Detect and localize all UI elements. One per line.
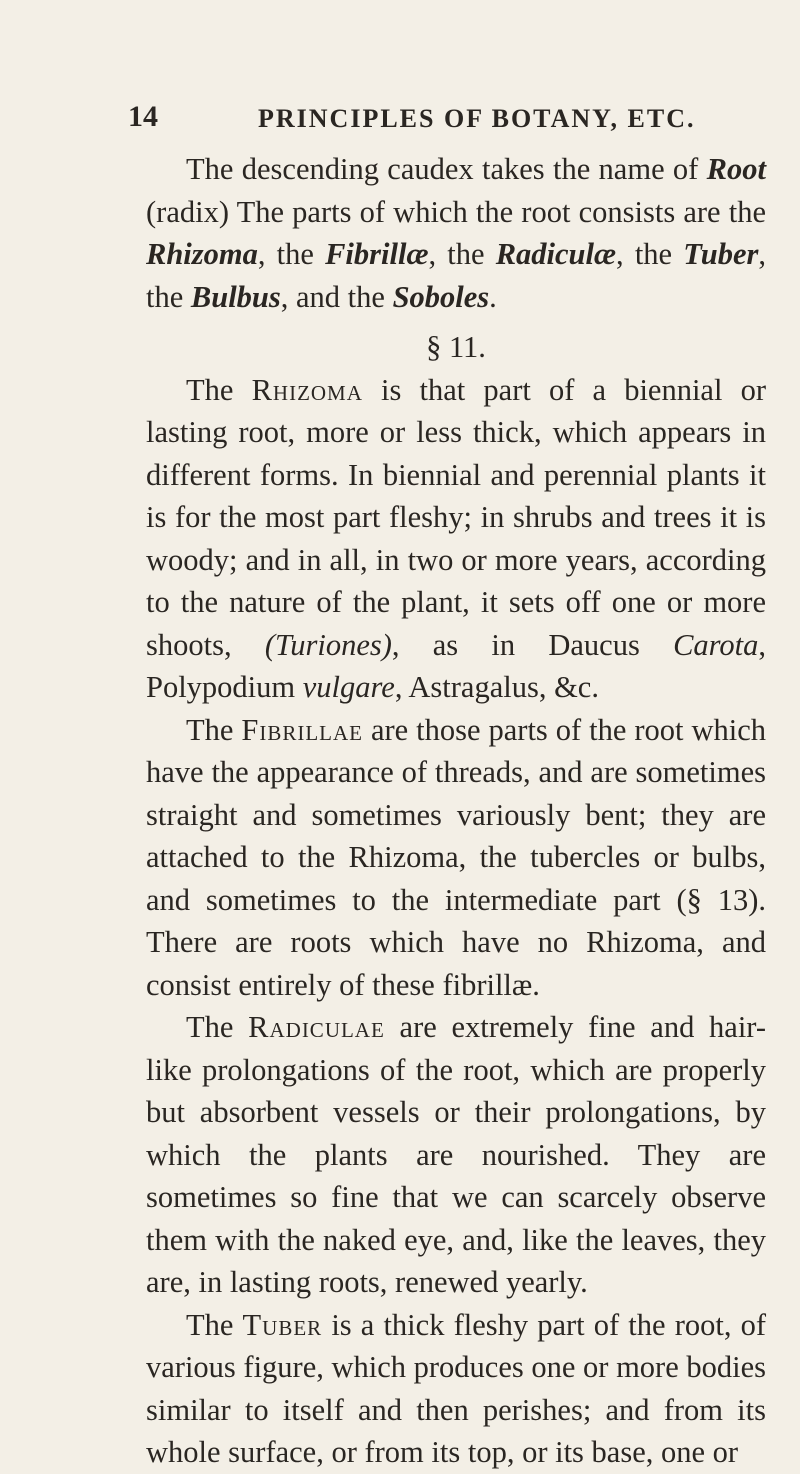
page-header	[128, 100, 720, 140]
text: The	[186, 1307, 243, 1342]
text: are those parts of the root which have the appearance of threads, and are sometimes straight and sometimes variously bent; they are attached to the Rhizoma, the tubercles or bulbs, and sometimes to the intermediate part (§ 13). There are roots which have no Rhizoma, and consist entirely of these fibrillæ.	[146, 712, 766, 1002]
text: , the	[257, 237, 326, 271]
text: (radix) The parts of which the root consists are the	[146, 194, 766, 229]
text: .	[489, 279, 497, 314]
term-soboles: Soboles	[392, 279, 490, 314]
page-body	[146, 148, 766, 1474]
text: The	[186, 712, 242, 747]
text: The	[186, 372, 252, 407]
text: The descending caudex takes the name of	[186, 152, 707, 186]
text: , Polypodium	[146, 627, 766, 704]
term-bulbus: Bulbus	[190, 279, 281, 314]
term-rhizoma: Rhizoma	[251, 372, 363, 407]
text: , the	[146, 237, 766, 314]
paragraph-root-parts	[146, 148, 766, 318]
term-tuber: Tuber	[683, 237, 759, 271]
term-vulgare: vulgare	[302, 670, 395, 704]
text: , Astragalus, &c.	[394, 670, 599, 704]
section-heading: § 11.	[426, 330, 486, 364]
text: is a thick fleshy part of the root, of various figure, which produces one or more bodies similar to itself and then perishes; and from its whole surface, or from its top, or its base, one or	[146, 1307, 766, 1469]
text: , as in Daucus	[391, 627, 674, 662]
text: , and the	[280, 279, 393, 314]
text: , the	[428, 237, 496, 271]
paragraph-tuber	[146, 1304, 766, 1474]
term-radiculae: Radiculæ	[495, 237, 617, 271]
term-carota: Carota	[673, 627, 759, 662]
term-fibrillae: Fibrillæ	[325, 237, 429, 271]
term-fibrillae: Fibrillae	[241, 712, 364, 747]
term-rhizoma: Rhizoma	[146, 237, 258, 271]
term-turiones: (Turiones)	[264, 627, 392, 662]
term-radiculae: Radiculae	[248, 1010, 385, 1044]
term-root: Root	[706, 152, 766, 186]
paragraph-fibrillae	[146, 709, 766, 1007]
text: are extremely fine and hair-like prolongations of the root, which are properly but absorbent vessels or their prolongations, by which the plants are nourished. They are sometimes so fine that we can scarcely observe them with the naked eye, and, like the leaves, they are, in lasting roots, renewed yearly.	[146, 1010, 766, 1299]
running-title: PRINCIPLES OF BOTANY, ETC.	[258, 104, 696, 133]
page-number: 14	[128, 100, 158, 133]
text: , the	[616, 237, 684, 271]
text: is that part of a biennial or lasting root, more or less thick, which appears in different forms. In biennial and perennial plants it is for the most part fleshy; in shrubs and trees it is woody; and in all, in two or more years, according to the nature of the plant, it sets off one or more shoots,	[146, 372, 766, 662]
text: The	[186, 1010, 249, 1044]
paragraph-rhizoma	[146, 369, 766, 709]
paragraph-radiculae	[146, 1006, 766, 1304]
term-tuber: Tuber	[242, 1307, 323, 1342]
